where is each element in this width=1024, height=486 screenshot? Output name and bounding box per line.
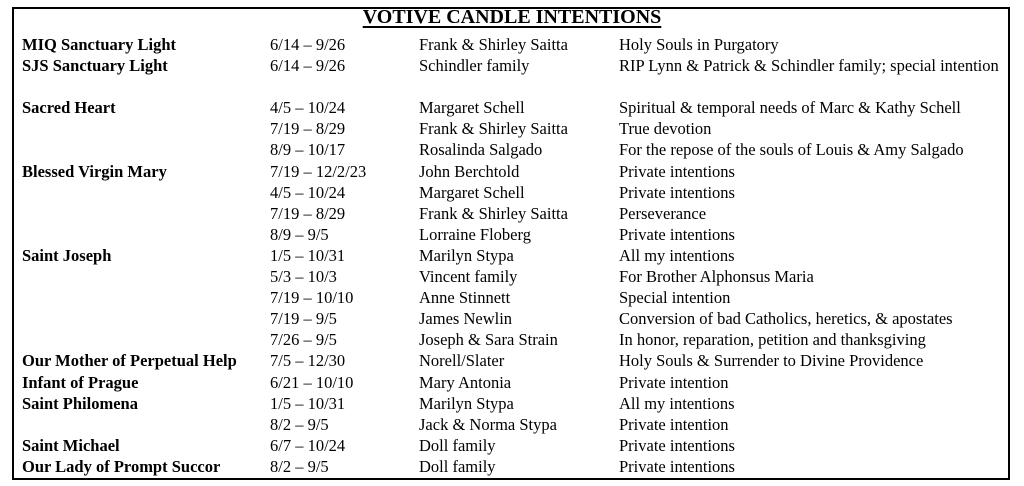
date-range: 7/5 – 12/30 (270, 351, 346, 371)
intention-text: All my intentions (619, 393, 735, 413)
date-range: 7/19 – 10/10 (270, 288, 354, 308)
devotion-name: Infant of Prague (22, 372, 139, 392)
date-range: 8/9 – 10/17 (270, 140, 346, 160)
intention-text: Special intention (619, 288, 731, 308)
date-range: 6/14 – 9/26 (270, 56, 346, 76)
list-item (22, 456, 1012, 477)
date-range: 4/5 – 10/24 (270, 182, 346, 202)
donor-name: Lorraine Floberg (419, 224, 531, 244)
list-item (22, 34, 1012, 55)
date-range: 8/9 – 9/5 (270, 224, 329, 244)
date-range: 8/2 – 9/5 (270, 414, 329, 434)
donor-name: Frank & Shirley Saitta (419, 35, 568, 54)
donor-name: Marilyn Stypa (419, 393, 514, 413)
intention-text: Private intentions (619, 456, 735, 476)
devotion-name: Blessed Virgin Mary (22, 161, 167, 181)
date-range: 4/5 – 10/24 (270, 98, 346, 118)
list-item (22, 203, 1012, 224)
donor-name: Jack & Norma Stypa (419, 414, 557, 434)
list-item (22, 350, 1012, 371)
date-range: 7/19 – 8/29 (270, 119, 346, 139)
donor-name: Marilyn Stypa (419, 245, 514, 265)
list-item (22, 329, 1012, 350)
list-item (22, 224, 1012, 245)
intention-text: True devotion (619, 119, 712, 139)
list-item (22, 161, 1012, 182)
intention-text: RIP Lynn & Patrick & Schindler family; special intention (619, 56, 999, 76)
list-item (22, 55, 1012, 97)
donor-name: Vincent family (419, 267, 518, 287)
donor-name: Doll family (419, 435, 496, 455)
devotion-name: Our Lady of Prompt Succor (22, 456, 221, 476)
intention-text: Private intention (619, 372, 729, 392)
devotion-name: SJS Sanctuary Light (22, 56, 168, 76)
intention-text: Private intentions (619, 182, 735, 202)
page-title (0, 6, 1024, 28)
donor-name: Rosalinda Salgado (419, 140, 543, 160)
intention-text: All my intentions (619, 245, 735, 265)
donor-name: Norell/Slater (419, 351, 505, 371)
intention-text: Holy Souls & Surrender to Divine Providence (619, 351, 924, 371)
list-item (22, 287, 1012, 308)
list-item (22, 414, 1012, 435)
list-item (22, 393, 1012, 414)
intention-text: Private intentions (619, 161, 735, 181)
devotion-name: MIQ Sanctuary Light (22, 35, 177, 54)
date-range: 1/5 – 10/31 (270, 393, 346, 413)
list-item (22, 435, 1012, 456)
intention-text: Private intentions (619, 435, 735, 455)
intentions-list (22, 34, 1012, 477)
intention-text: In honor, reparation, petition and thanksgiving (619, 330, 926, 350)
devotion-name: Our Mother of Perpetual Help (22, 351, 237, 371)
donor-name: Margaret Schell (419, 98, 525, 118)
title-text: VOTIVE CANDLE INTENTIONS (362, 6, 662, 28)
intention-text: Perseverance (619, 203, 707, 223)
intention-text: For the repose of the souls of Louis & Amy Salgado (619, 140, 964, 160)
list-item (22, 245, 1012, 266)
devotion-name: Saint Philomena (22, 393, 138, 413)
donor-name: Doll family (419, 456, 496, 476)
devotion-name: Saint Joseph (22, 245, 112, 265)
donor-name: Mary Antonia (419, 372, 512, 392)
donor-name: Frank & Shirley Saitta (419, 119, 568, 139)
date-range: 5/3 – 10/3 (270, 267, 337, 287)
date-range: 7/19 – 9/5 (270, 309, 337, 329)
intention-text: Spiritual & temporal needs of Marc & Kathy Schell (619, 98, 961, 118)
intention-text: Holy Souls in Purgatory (619, 35, 779, 54)
intention-text: Private intentions (619, 224, 735, 244)
date-range: 8/2 – 9/5 (270, 456, 329, 476)
devotion-name: Sacred Heart (22, 98, 116, 118)
date-range: 7/26 – 9/5 (270, 330, 337, 350)
list-item (22, 118, 1012, 139)
donor-name: John Berchtold (419, 161, 520, 181)
date-range: 6/21 – 10/10 (270, 372, 354, 392)
donor-name: Joseph & Sara Strain (419, 330, 558, 350)
intention-text: Conversion of bad Catholics, heretics, & apostates (619, 309, 953, 329)
date-range: 7/19 – 8/29 (270, 203, 346, 223)
list-item (22, 308, 1012, 329)
list-item (22, 139, 1012, 160)
date-range: 7/19 – 12/2/23 (270, 161, 367, 181)
date-range: 1/5 – 10/31 (270, 245, 346, 265)
intention-text: Private intention (619, 414, 729, 434)
donor-name: James Newlin (419, 309, 513, 329)
donor-name: Margaret Schell (419, 182, 525, 202)
list-item (22, 97, 1012, 118)
donor-name: Frank & Shirley Saitta (419, 203, 568, 223)
donor-name: Anne Stinnett (419, 288, 511, 308)
list-item (22, 182, 1012, 203)
list-item (22, 372, 1012, 393)
date-range: 6/14 – 9/26 (270, 35, 346, 54)
date-range: 6/7 – 10/24 (270, 435, 346, 455)
donor-name: Schindler family (419, 56, 530, 76)
devotion-name: Saint Michael (22, 435, 120, 455)
intention-text: For Brother Alphonsus Maria (619, 267, 814, 287)
list-item (22, 266, 1012, 287)
